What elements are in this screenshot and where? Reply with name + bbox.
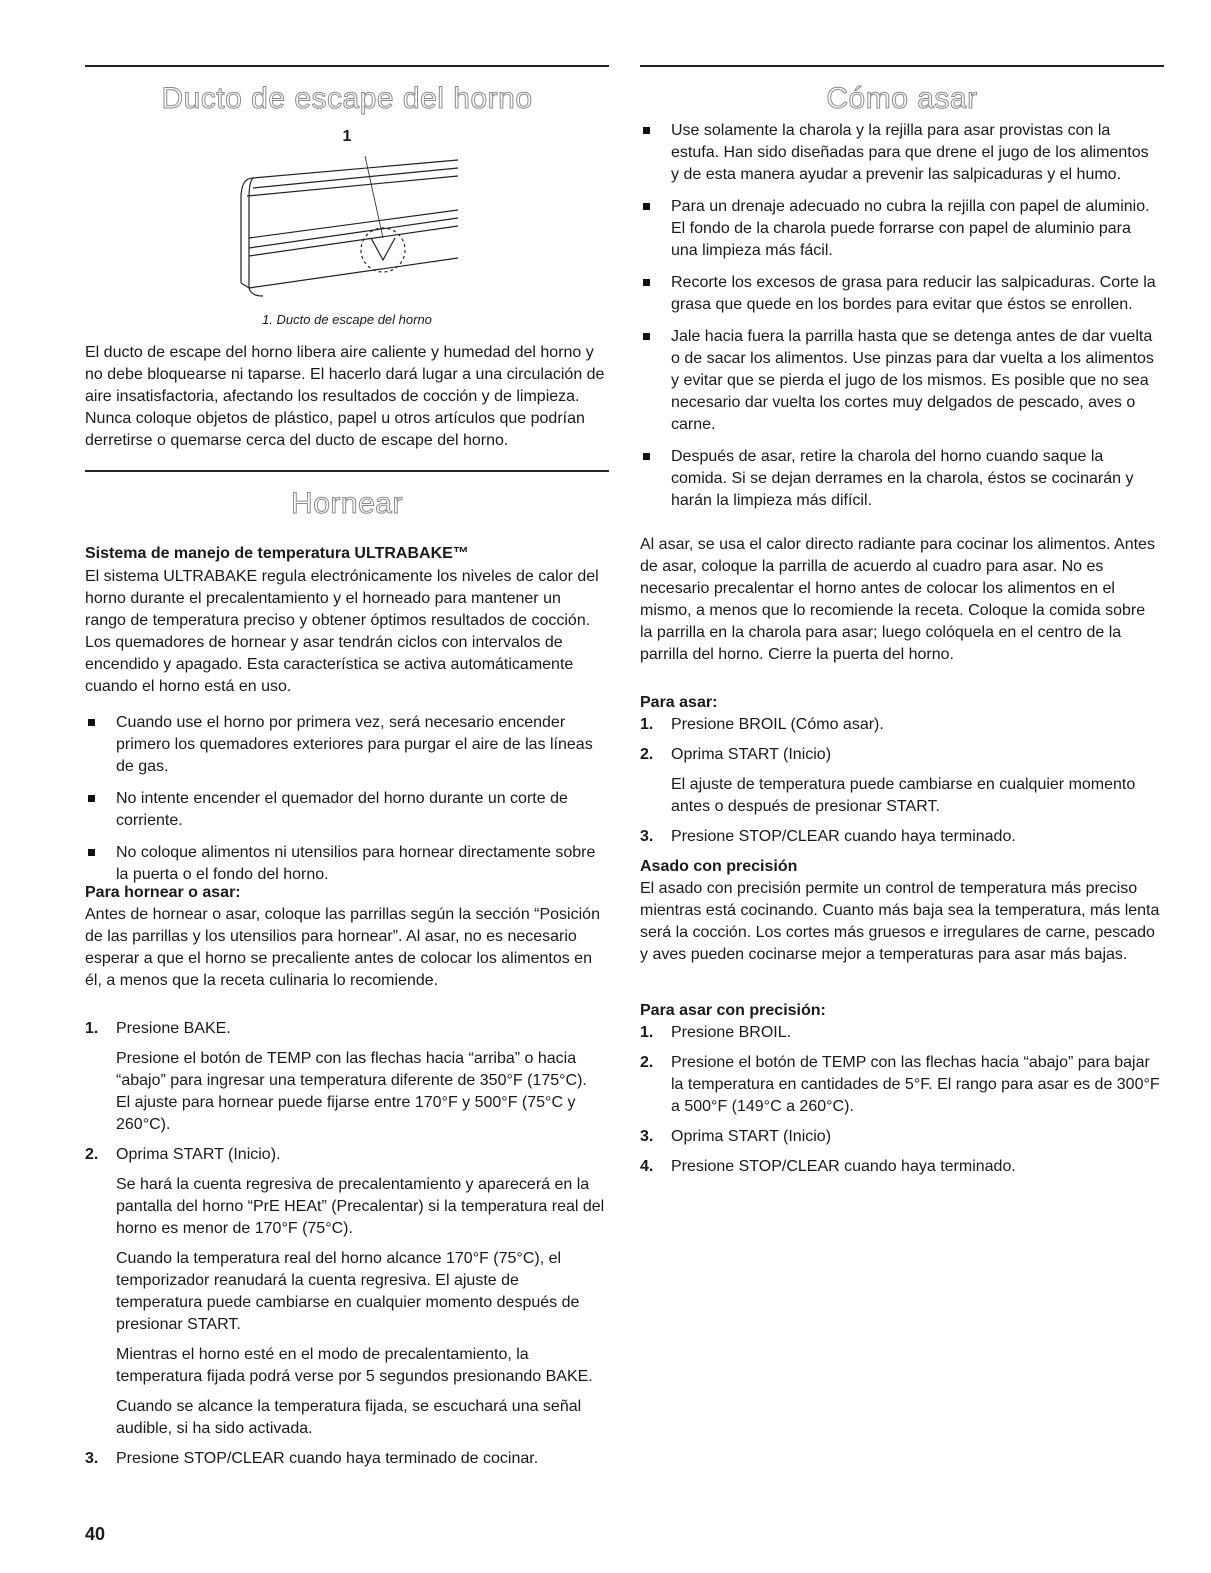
broil-paragraph: Al asar, se usa el calor directo radiante para cocinar los alimentos. Antes de asar, coloque la parrilla de acuerdo al cuadro para asar. No es necesario precalentar el horno antes de colocar los alimentos en el mismo, a menos que lo recomiende la receta. Coloque la comida sobre la parrilla en la charola para asar; luego colóquela en el centro de la parrilla del horno. Cierre la puerta del horno. <box>640 536 1155 663</box>
page-number: 40 <box>85 1524 106 1544</box>
step-item <box>85 1018 605 1136</box>
section-title-broil: Cómo asar <box>826 82 978 115</box>
bake-steps <box>85 1018 605 1478</box>
precision-steps-heading: Para asar con precisión: <box>640 1002 826 1019</box>
step-number: 1. <box>640 716 654 733</box>
step-number: 3. <box>640 1128 654 1145</box>
step-text: Cuando la temperatura real del horno alcance 170°F (75°C), el temporizador reanudará la cuenta regresiva. El ajuste de temperatura puede cambiarse en cualquier momento después de presionar START. <box>116 1250 580 1333</box>
precision-paragraph: El asado con precisión permite un control de temperatura más preciso mientras está cocinando. Cuanto más baja sea la temperatura, más lenta será la cocción. Los cortes más gruesos e irregulares de carne, pescado y aves pueden cocinarse mejor a temperaturas para asar más bajas. <box>640 880 1160 963</box>
bullet-square-icon <box>643 127 650 134</box>
step-item <box>640 1156 1160 1178</box>
step-number: 2. <box>640 1054 654 1071</box>
bake-paragraph: Antes de hornear o asar, coloque las parrillas según la sección “Posición de las parrillas y los utensilios para hornear”. Al asar, no es necesario esperar a que el horno se precaliente antes de colocar los alimentos en él, a menos que la receta culinaria lo recomiende. <box>85 906 600 989</box>
bullet-square-icon <box>643 333 650 340</box>
section-title-oven-vent: Ducto de escape del horno <box>161 82 533 115</box>
bullet-square-icon <box>643 203 650 210</box>
broil-bullet-list <box>640 120 1160 522</box>
step-number: 2. <box>640 746 654 763</box>
step-item <box>640 1126 1160 1148</box>
section-rule <box>640 65 1164 67</box>
step-item <box>85 1448 605 1470</box>
step-number: 3. <box>85 1450 99 1467</box>
step-item <box>640 1052 1160 1118</box>
step-text: El ajuste de temperatura puede cambiarse en cualquier momento antes o después de presionar START. <box>671 776 1136 815</box>
list-item: Recorte los excesos de grasa para reducir las salpicaduras. Corte la grasa que quede en los bordes para evitar que éstos se enrollen. <box>640 272 1160 316</box>
bake-bullet-list <box>85 712 605 896</box>
list-item: Jale hacia fuera la parrilla hasta que se detenga antes de dar vuelta o de sacar los alimentos. Use pinzas para dar vuelta a los alimentos y evitar que se pierda el jugo de los mismos. Es posible que no sea necesario dar vuelta los cortes muy delgados de pescado, aves o carne. <box>640 326 1160 436</box>
section-title-bake: Hornear <box>291 487 403 520</box>
step-number: 4. <box>640 1158 654 1175</box>
list-item: Use solamente la charola y la rejilla para asar provistas con la estufa. Han sido diseñadas para que drene el jugo de los alimentos y de esta manera ayudar a prevenir las salpicaduras y el humo. <box>640 120 1160 186</box>
bake-heading: Para hornear o asar: <box>85 884 241 901</box>
step-text: Presione STOP/CLEAR cuando haya terminado de cocinar. <box>116 1450 539 1467</box>
section-rule <box>85 65 609 67</box>
section-rule <box>85 470 609 472</box>
step-text: Presione BAKE. <box>116 1020 231 1037</box>
figure-caption: 1. Ducto de escape del horno <box>262 312 432 327</box>
list-item: Para un drenaje adecuado no cubra la rejilla con papel de aluminio. El fondo de la charola puede forrarse con papel de aluminio para una limpieza más fácil. <box>640 196 1160 262</box>
step-text: Presione BROIL. <box>671 1024 792 1041</box>
step-text: Presione STOP/CLEAR cuando haya terminado. <box>671 828 1016 845</box>
list-item: No coloque alimentos ni utensilios para hornear directamente sobre la puerta o el fondo del horno. <box>85 842 605 886</box>
list-item: Cuando use el horno por primera vez, será necesario encender primero los quemadores exteriores para purgar el aire de las líneas de gas. <box>85 712 605 778</box>
bullet-square-icon <box>88 795 95 802</box>
ultrabake-paragraph: El sistema ULTRABAKE regula electrónicamente los niveles de calor del horno durante el precalentamiento y el horneado para mantener un rango de temperatura preciso y obtener óptimos resultados de cocción. Los quemadores de hornear y asar tendrán ciclos con intervalos de encendido y apagado. Esta característica se activa automáticamente cuando el horno está en uso. <box>85 568 599 695</box>
bullet-square-icon <box>88 849 95 856</box>
ultrabake-heading: Sistema de manejo de temperatura ULTRABAKE™ <box>85 545 469 562</box>
step-text: Presione el botón de TEMP con las flechas hacia “abajo” para bajar la temperatura en cantidades de 5°F. El rango para asar es de 300°F a 500°F (149°C a 260°C). <box>671 1054 1160 1115</box>
bullet-square-icon <box>643 453 650 460</box>
step-text: Presione BROIL (Cómo asar). <box>671 716 884 733</box>
step-number: 3. <box>640 828 654 845</box>
figure-callout-number: 1 <box>342 128 352 145</box>
oven-vent-illustration <box>233 138 553 308</box>
step-item <box>640 744 1160 818</box>
step-text: Presione el botón de TEMP con las flechas hacia “arriba” o hacia “abajo” para ingresar una temperatura diferente de 350°F (175°C). El ajuste para hornear puede fijarse entre 170°F y 500°F (75°C y 260°C). <box>116 1050 587 1133</box>
bullet-square-icon <box>643 279 650 286</box>
step-number: 1. <box>640 1024 654 1041</box>
broil-steps <box>640 714 1160 856</box>
bullet-square-icon <box>88 719 95 726</box>
precision-steps <box>640 1022 1160 1186</box>
step-item <box>640 714 1160 736</box>
precision-heading: Asado con precisión <box>640 858 798 875</box>
step-text: Oprima START (Inicio) <box>671 1128 832 1145</box>
broil-heading: Para asar: <box>640 694 718 711</box>
step-text: Cuando se alcance la temperatura fijada, se escuchará una señal audible, si ha sido activada. <box>116 1398 582 1437</box>
list-item: No intente encender el quemador del horno durante un corte de corriente. <box>85 788 605 832</box>
list-item: Después de asar, retire la charola del horno cuando saque la comida. Si se dejan derrames en la charola, éstos se cocinarán y harán la limpieza más difícil. <box>640 446 1160 512</box>
step-text: Presione STOP/CLEAR cuando haya terminado. <box>671 1158 1016 1175</box>
step-item <box>640 826 1160 848</box>
step-text: Mientras el horno esté en el modo de precalentamiento, la temperatura fijada podrá verse por 5 segundos presionando BAKE. <box>116 1346 593 1385</box>
step-item <box>85 1144 605 1440</box>
vent-paragraph: El ducto de escape del horno libera aire caliente y humedad del horno y no debe bloquearse ni taparse. El hacerlo dará lugar a una circulación de aire insatisfactoria, afectando los resultados de cocción y de limpieza. Nunca coloque objetos de plástico, papel u otros artículos que podrían derretirse o quemarse cerca del ducto de escape del horno. <box>85 344 605 449</box>
step-item <box>640 1022 1160 1044</box>
step-text: Oprima START (Inicio) <box>671 746 832 763</box>
step-text: Oprima START (Inicio). <box>116 1146 281 1163</box>
step-number: 1. <box>85 1020 99 1037</box>
step-number: 2. <box>85 1146 99 1163</box>
step-text: Se hará la cuenta regresiva de precalentamiento y aparecerá en la pantalla del horno “PrE HEAt” (Precalentar) si la temperatura real del horno es menor de 170°F (75°C). <box>116 1176 605 1237</box>
